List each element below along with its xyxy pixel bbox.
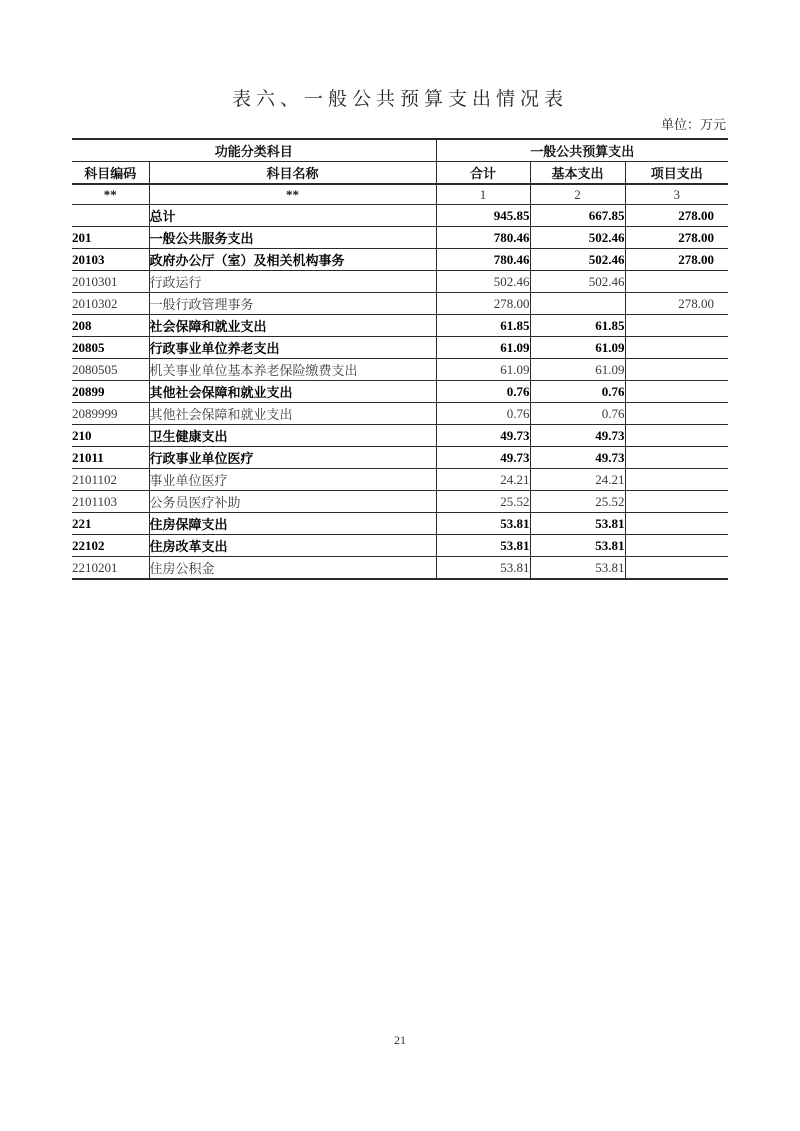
subject-name: 事业单位医疗	[149, 469, 436, 491]
basic-value: 24.21	[530, 469, 625, 491]
basic-value: 49.73	[530, 425, 625, 447]
budget-table	[72, 138, 728, 580]
table-row	[72, 535, 728, 557]
table-row	[72, 293, 728, 315]
total-value: 780.46	[436, 227, 530, 249]
subject-code: 20103	[72, 249, 149, 271]
column-header-total: 合计	[436, 162, 530, 185]
basic-value	[530, 293, 625, 315]
total-value: 49.73	[436, 425, 530, 447]
table-row	[72, 425, 728, 447]
subheader-row	[72, 184, 728, 205]
subject-name: 总计	[149, 205, 436, 227]
subheader-cell: 2	[530, 184, 625, 205]
project-value: 278.00	[625, 205, 728, 227]
basic-value: 61.09	[530, 337, 625, 359]
column-header-basic-expenditure: 基本支出	[530, 162, 625, 185]
project-value	[625, 469, 728, 491]
subheader-cell: **	[72, 184, 149, 205]
subject-name: 其他社会保障和就业支出	[149, 403, 436, 425]
project-value	[625, 271, 728, 293]
subject-name: 其他社会保障和就业支出	[149, 381, 436, 403]
column-header-row	[72, 162, 728, 185]
column-header-subject-name: 科目名称	[149, 162, 436, 185]
subject-code	[72, 205, 149, 227]
subject-code: 21011	[72, 447, 149, 469]
total-value: 0.76	[436, 403, 530, 425]
subject-name: 政府办公厅（室）及相关机构事务	[149, 249, 436, 271]
subject-name: 住房保障支出	[149, 513, 436, 535]
project-value	[625, 447, 728, 469]
subheader-cell: **	[149, 184, 436, 205]
group-header-general-public-budget: 一般公共预算支出	[436, 139, 728, 162]
page-title: 表六、一般公共预算支出情况表	[231, 89, 568, 110]
table-row	[72, 249, 728, 271]
total-value: 278.00	[436, 293, 530, 315]
table-row	[72, 205, 728, 227]
basic-value: 0.76	[530, 403, 625, 425]
basic-value: 667.85	[530, 205, 625, 227]
table-row	[72, 359, 728, 381]
project-value: 278.00	[625, 293, 728, 315]
subject-code: 2010302	[72, 293, 149, 315]
subject-code: 221	[72, 513, 149, 535]
project-value	[625, 337, 728, 359]
project-value: 278.00	[625, 249, 728, 271]
basic-value: 502.46	[530, 271, 625, 293]
basic-value: 61.09	[530, 359, 625, 381]
project-value	[625, 315, 728, 337]
subject-name: 行政事业单位养老支出	[149, 337, 436, 359]
subject-code: 22102	[72, 535, 149, 557]
project-value	[625, 535, 728, 557]
subject-code: 20805	[72, 337, 149, 359]
table-row	[72, 337, 728, 359]
subject-code: 2101102	[72, 469, 149, 491]
subject-code: 2010301	[72, 271, 149, 293]
subject-code: 2089999	[72, 403, 149, 425]
table-row	[72, 227, 728, 249]
subject-code: 20899	[72, 381, 149, 403]
group-header-row	[72, 139, 728, 162]
project-value	[625, 381, 728, 403]
project-value	[625, 403, 728, 425]
unit-label: 单位：万元	[660, 117, 726, 132]
total-value: 502.46	[436, 271, 530, 293]
total-value: 25.52	[436, 491, 530, 513]
subject-name: 住房公积金	[149, 557, 436, 580]
subject-name: 一般公共服务支出	[149, 227, 436, 249]
project-value	[625, 513, 728, 535]
total-value: 0.76	[436, 381, 530, 403]
basic-value: 0.76	[530, 381, 625, 403]
table-row	[72, 469, 728, 491]
subject-name: 行政事业单位医疗	[149, 447, 436, 469]
total-value: 61.09	[436, 337, 530, 359]
project-value: 278.00	[625, 227, 728, 249]
subject-code: 201	[72, 227, 149, 249]
subject-name: 社会保障和就业支出	[149, 315, 436, 337]
subject-name: 机关事业单位基本养老保险缴费支出	[149, 359, 436, 381]
group-header-functional-classification: 功能分类科目	[72, 139, 436, 162]
column-header-project-expenditure: 项目支出	[625, 162, 728, 185]
subject-name: 卫生健康支出	[149, 425, 436, 447]
page-number: 21	[394, 1033, 406, 1047]
total-value: 53.81	[436, 557, 530, 580]
total-value: 61.85	[436, 315, 530, 337]
subject-name: 住房改革支出	[149, 535, 436, 557]
table-row	[72, 271, 728, 293]
basic-value: 53.81	[530, 535, 625, 557]
project-value	[625, 557, 728, 580]
subject-name: 公务员医疗补助	[149, 491, 436, 513]
total-value: 49.73	[436, 447, 530, 469]
table-row	[72, 513, 728, 535]
subject-code: 2080505	[72, 359, 149, 381]
basic-value: 49.73	[530, 447, 625, 469]
total-value: 53.81	[436, 513, 530, 535]
table-row	[72, 447, 728, 469]
subheader-cell: 3	[625, 184, 728, 205]
table-row	[72, 315, 728, 337]
table-row	[72, 403, 728, 425]
total-value: 61.09	[436, 359, 530, 381]
project-value	[625, 491, 728, 513]
total-value: 780.46	[436, 249, 530, 271]
total-value: 53.81	[436, 535, 530, 557]
basic-value: 25.52	[530, 491, 625, 513]
total-value: 945.85	[436, 205, 530, 227]
subject-name: 行政运行	[149, 271, 436, 293]
subject-code: 2210201	[72, 557, 149, 580]
table-row	[72, 557, 728, 580]
table-row	[72, 381, 728, 403]
basic-value: 502.46	[530, 249, 625, 271]
subject-code: 210	[72, 425, 149, 447]
column-header-subject-code: 科目编码	[72, 162, 149, 185]
table-row	[72, 491, 728, 513]
total-value: 24.21	[436, 469, 530, 491]
project-value	[625, 425, 728, 447]
basic-value: 61.85	[530, 315, 625, 337]
basic-value: 502.46	[530, 227, 625, 249]
subheader-cell: 1	[436, 184, 530, 205]
subject-name: 一般行政管理事务	[149, 293, 436, 315]
subject-code: 2101103	[72, 491, 149, 513]
subject-code: 208	[72, 315, 149, 337]
basic-value: 53.81	[530, 557, 625, 580]
project-value	[625, 359, 728, 381]
basic-value: 53.81	[530, 513, 625, 535]
